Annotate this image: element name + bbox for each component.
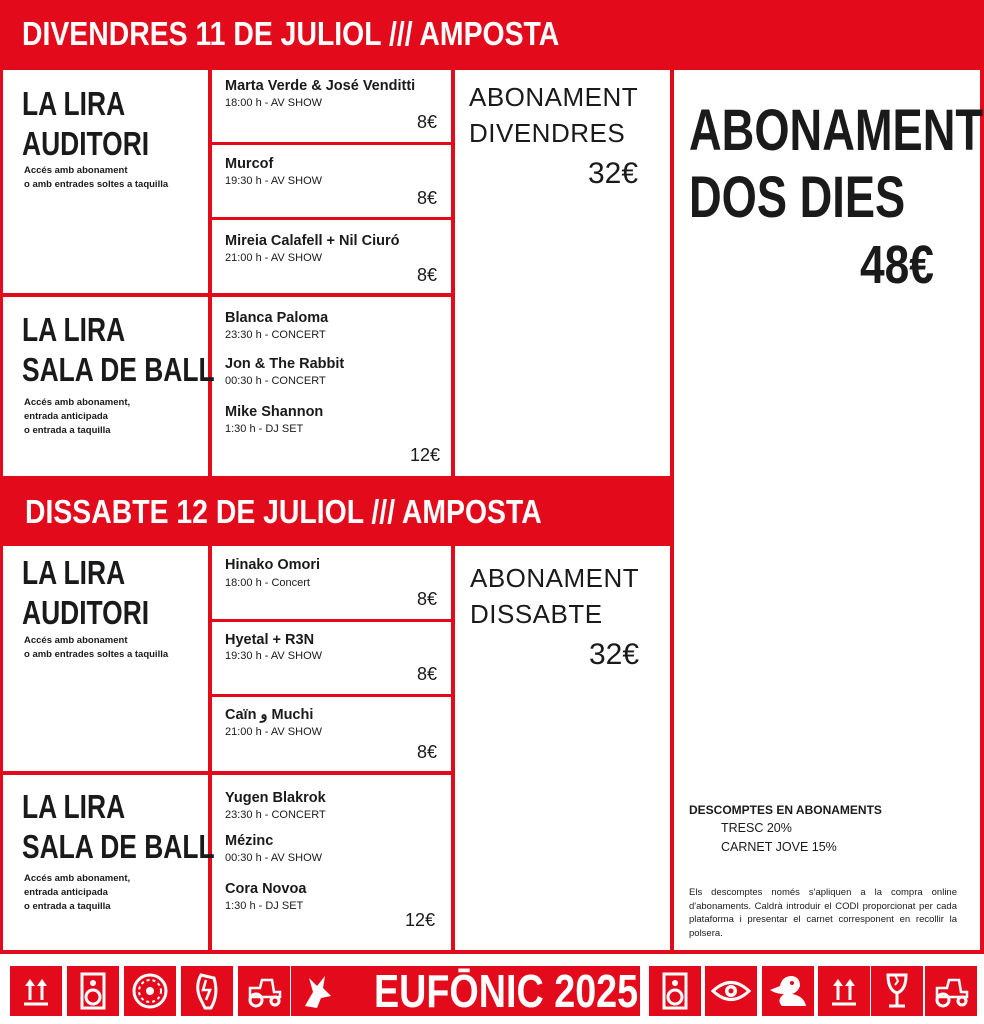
friday-act-2-name: Murcof [225, 156, 274, 172]
duck-icon [762, 966, 814, 1016]
grid-line [0, 950, 984, 954]
saturday-banner-text: DISSABTE 12 DE JULIOL /// AMPOSTA [25, 493, 542, 530]
friday-pass-label: ABONAMENT DIVENDRES [469, 82, 639, 148]
arrows-up-icon [10, 966, 62, 1016]
saturday-act-1-name: Hinako Omori [225, 557, 321, 573]
friday-night-act-1-time: 23:30 h - CONCERT [225, 329, 326, 341]
friday-night-act-3-time: 1:30 h - DJ SET [225, 423, 304, 435]
discounts-title: DESCOMPTES EN ABONAMENTS [689, 803, 882, 817]
saturday-saladeball-price: 12€ [405, 910, 436, 930]
friday-act-2-time: 19:30 h - AV SHOW [225, 175, 323, 187]
friday-banner [0, 0, 984, 70]
grid-line [208, 142, 455, 145]
two-day-pass-price: 48€ [860, 235, 934, 295]
saturday-saladeball-note: Accés amb abonament, entrada anticipada o entrada a taquilla [24, 873, 131, 912]
friday-act-1-name: Marta Verde & José Venditti [225, 78, 416, 94]
friday-act-1-price: 8€ [417, 112, 438, 132]
friday-act-1-time: 18:00 h - AV SHOW [225, 97, 323, 109]
lightning-figure-icon [181, 966, 233, 1016]
saturday-saladeball-title: LA LIRA SALA DE BALL [22, 788, 215, 865]
saturday-pass-label: ABONAMENT DISSABTE [470, 563, 640, 629]
friday-night-act-3-name: Mike Shannon [225, 404, 324, 420]
friday-night-act-1-name: Blanca Paloma [225, 310, 329, 326]
friday-act-3-time: 21:00 h - AV SHOW [225, 252, 323, 264]
friday-pass-price: 32€ [588, 157, 639, 190]
friday-night-act-2-time: 00:30 h - CONCERT [225, 375, 326, 387]
saturday-pass-price: 32€ [589, 638, 640, 671]
friday-auditori-note: Accés amb abonament o amb entrades soltes a taquilla [24, 165, 169, 190]
saturday-night-act-3-name: Cora Novoa [225, 881, 307, 897]
grid-line [208, 70, 212, 476]
saturday-act-1-time: 18:00 h - Concert [225, 577, 310, 589]
saturday-night-act-3-time: 1:30 h - DJ SET [225, 900, 304, 912]
saturday-auditori-title: LA LIRA AUDITORI [22, 554, 150, 631]
friday-act-2-price: 8€ [417, 188, 438, 208]
friday-saladeball-price: 12€ [410, 445, 441, 465]
saturday-night-act-2-time: 00:30 h - AV SHOW [225, 852, 323, 864]
saturday-act-2-price: 8€ [417, 664, 438, 684]
eye-icon [705, 966, 757, 1016]
discount-carnet-jove: CARNET JOVE 15% [721, 840, 837, 854]
friday-auditori-title: LA LIRA AUDITORI [22, 85, 150, 162]
saturday-act-2-time: 19:30 h - AV SHOW [225, 650, 323, 662]
friday-night-act-2-name: Jon & The Rabbit [225, 356, 345, 372]
friday-act-3-price: 8€ [417, 265, 438, 285]
saturday-night-act-2-name: Mézinc [225, 833, 274, 849]
footer-title: EUFŌNIC 2025 [373, 965, 639, 1017]
saturday-banner [0, 476, 674, 546]
friday-act-3-name: Mireia Calafell + Nil Ciuró [225, 233, 400, 249]
friday-banner-text: DIVENDRES 11 DE JULIOL /// AMPOSTA [22, 15, 560, 52]
saturday-act-2-name: Hyetal + R3N [225, 632, 315, 648]
grid-line [0, 293, 455, 297]
tractor-icon [925, 966, 977, 1016]
paella-icon [124, 966, 176, 1016]
grid-line [451, 70, 455, 476]
two-day-pass-label: ABONAMENT DOS DIES [689, 98, 984, 230]
grid-line [208, 546, 212, 954]
saturday-act-3-time: 21:00 h - AV SHOW [225, 726, 323, 738]
discount-tresc: TRESC 20% [721, 821, 792, 835]
saturday-night-act-1-name: Yugen Blakrok [225, 790, 326, 806]
speaker-icon [649, 966, 701, 1016]
goat-icon [291, 966, 343, 1016]
grid-line [451, 546, 455, 954]
discounts-note: Els descomptes només s'apliquen a la compra online d'abonaments. Caldrà introduir el CODI proporcionat per cada plataforma i presentar el carnet corresponent en recollir la polsera. [689, 887, 957, 939]
grid-line [208, 217, 455, 220]
saturday-auditori-note: Accés amb abonament o amb entrades soltes a taquilla [24, 635, 169, 660]
grid-line [208, 619, 455, 622]
arrows-up-icon [818, 966, 870, 1016]
saturday-act-3-price: 8€ [417, 742, 438, 762]
saturday-act-3-name: Caïn و Muchi [225, 707, 314, 723]
grid-line [0, 771, 455, 775]
tractor-icon [238, 966, 290, 1016]
friday-saladeball-title: LA LIRA SALA DE BALL [22, 311, 215, 388]
saturday-night-act-1-time: 23:30 h - CONCERT [225, 809, 326, 821]
friday-saladeball-note: Accés amb abonament, entrada anticipada o entrada a taquilla [24, 397, 131, 436]
speaker-icon [67, 966, 119, 1016]
saturday-act-1-price: 8€ [417, 589, 438, 609]
grid-line [208, 694, 455, 697]
broken-glass-icon [871, 966, 923, 1016]
